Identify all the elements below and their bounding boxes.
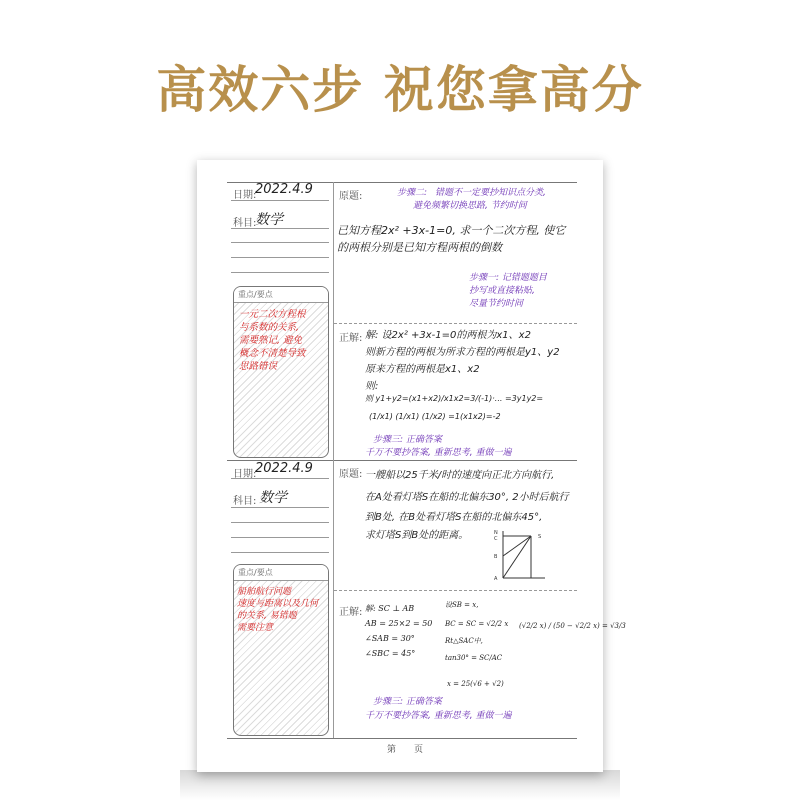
question-line: 求灯塔S到B处的距离。 (365, 530, 469, 541)
page-number-label: 第 页 (387, 745, 424, 755)
original-label: 原题: (339, 469, 363, 480)
subject-label: 科目: (233, 218, 257, 229)
answer-line: AB = 25×2 = 50 (365, 619, 433, 628)
subject-value: 数学 (255, 212, 283, 228)
question-line: 在A处看灯塔S在船的北偏东30°, 2小时后航行 (365, 492, 569, 503)
answer-line: tan30° = SC/AC (445, 654, 503, 662)
ruled-line (231, 552, 329, 553)
note-line: 思路错误 (239, 361, 278, 372)
note-line: 的关系, 易错题 (237, 611, 297, 621)
step1-text: 抄写或直接粘贴, (469, 286, 535, 296)
answer-line: 则新方程的两根为所求方程的两根是y1、y2 (365, 347, 560, 358)
note-line: 与系数的关系, (239, 322, 300, 333)
note-line: 需要熟记, 避免 (239, 335, 303, 346)
date-value: 2022.4.9 (255, 182, 313, 197)
label-n: N (494, 530, 498, 536)
ruled-line (231, 242, 329, 243)
answer-line: (1/x1) (1/x1) (1/x2) =1(x1x2)=-2 (369, 412, 501, 421)
date-label: 日期: (233, 469, 257, 480)
keypoints-label: 重点/要点 (234, 565, 328, 581)
step2-text: 错题不一定要抄知识点分类, (435, 188, 546, 198)
answer-line: 解: SC ⊥ AB (365, 604, 415, 613)
section-divider (334, 323, 577, 324)
geometry-diagram (493, 526, 553, 586)
step3-title: 步骤三: 正确答案 (373, 697, 442, 707)
answer-line: 则 y1+y2=(x1+x2)/x1x2=3/(-1)·... =3y1y2= (365, 394, 544, 403)
subject-value: 数学 (259, 490, 287, 506)
original-label: 原题: (339, 191, 363, 202)
answer-line: 解: 设2x² +3x-1=0的两根为x1、x2 (365, 330, 531, 341)
question-line: 一艘船以25千米/时的速度向正北方向航行, (365, 470, 555, 481)
question-line: 到B处, 在B处看灯塔S在船的北偏东45°, (365, 512, 543, 523)
label-a: A (494, 576, 498, 582)
date-underline (231, 200, 329, 201)
answer-block-left (365, 601, 432, 661)
note-line: 需要注意 (237, 623, 274, 633)
label-c: C (494, 536, 498, 542)
label-s: S (538, 534, 542, 540)
notebook-sheet (197, 160, 626, 772)
step3-text: 千万不要抄答案, 重新思考, 重做一遍 (365, 711, 512, 721)
answer-line: ∠SBC = 45° (365, 649, 416, 658)
keypoints-note (239, 308, 306, 373)
keypoints-label: 重点/要点 (234, 287, 328, 303)
step3-text: 千万不要抄答案, 重新思考, 重做一遍 (365, 448, 512, 458)
note-line: 速度与距离以及几何 (237, 599, 319, 609)
note-line: 船舶航行问题 (237, 587, 292, 597)
answer-line: x = 25(√6 + √2) (447, 680, 504, 688)
page-headline: 高效六步 祝您拿高分 (156, 61, 644, 119)
step1-title: 步骤一: 记错题题目 (469, 273, 547, 283)
ruled-line (231, 228, 329, 229)
keypoints-note (237, 586, 318, 634)
step3-title: 步骤三: 正确答案 (373, 435, 442, 445)
section-divider (334, 590, 577, 591)
answer-line: BC = SC = √2/2 x (445, 620, 509, 628)
answer-line: 设SB = x, (445, 601, 479, 609)
answer-label: 正解: (339, 607, 363, 618)
ruled-line (231, 537, 329, 538)
ruled-line (231, 257, 329, 258)
ruled-line (231, 522, 329, 523)
step2-title: 步骤二: (397, 188, 428, 198)
subject-label: 科目: (233, 496, 257, 507)
step1-text: 尽量节约时间 (469, 299, 524, 309)
answer-line: 则: (365, 381, 379, 392)
note-line: 概念不清楚导致 (239, 348, 306, 359)
bottom-border (227, 738, 577, 739)
date-underline (231, 478, 329, 479)
question-line: 已知方程2x² +3x-1=0, 求一个二次方程, 使它 (337, 224, 566, 237)
label-b: B (494, 554, 498, 560)
ruled-line (231, 272, 329, 273)
note-line: 一元二次方程根 (239, 309, 306, 320)
answer-line: ∠SAB = 30° (365, 634, 415, 643)
sight-line-b (503, 536, 531, 556)
answer-label: 正解: (339, 333, 363, 344)
sight-line-a (503, 536, 531, 578)
step2-text: 避免频繁切换思路, 节约时间 (413, 201, 527, 211)
sheet-shadow (180, 770, 620, 800)
date-value: 2022.4.9 (255, 461, 313, 476)
date-label: 日期: (233, 190, 257, 201)
ruled-line (231, 507, 329, 508)
answer-line: Rt△SAC中, (445, 637, 483, 645)
column-divider (333, 182, 334, 738)
question-line: 的两根分别是已知方程两根的倒数 (337, 241, 502, 254)
answer-line: (√2/2 x) / (50 − √2/2 x) = √3/3 (519, 622, 626, 630)
answer-line: 原来方程的两根是x1、x2 (365, 364, 480, 375)
